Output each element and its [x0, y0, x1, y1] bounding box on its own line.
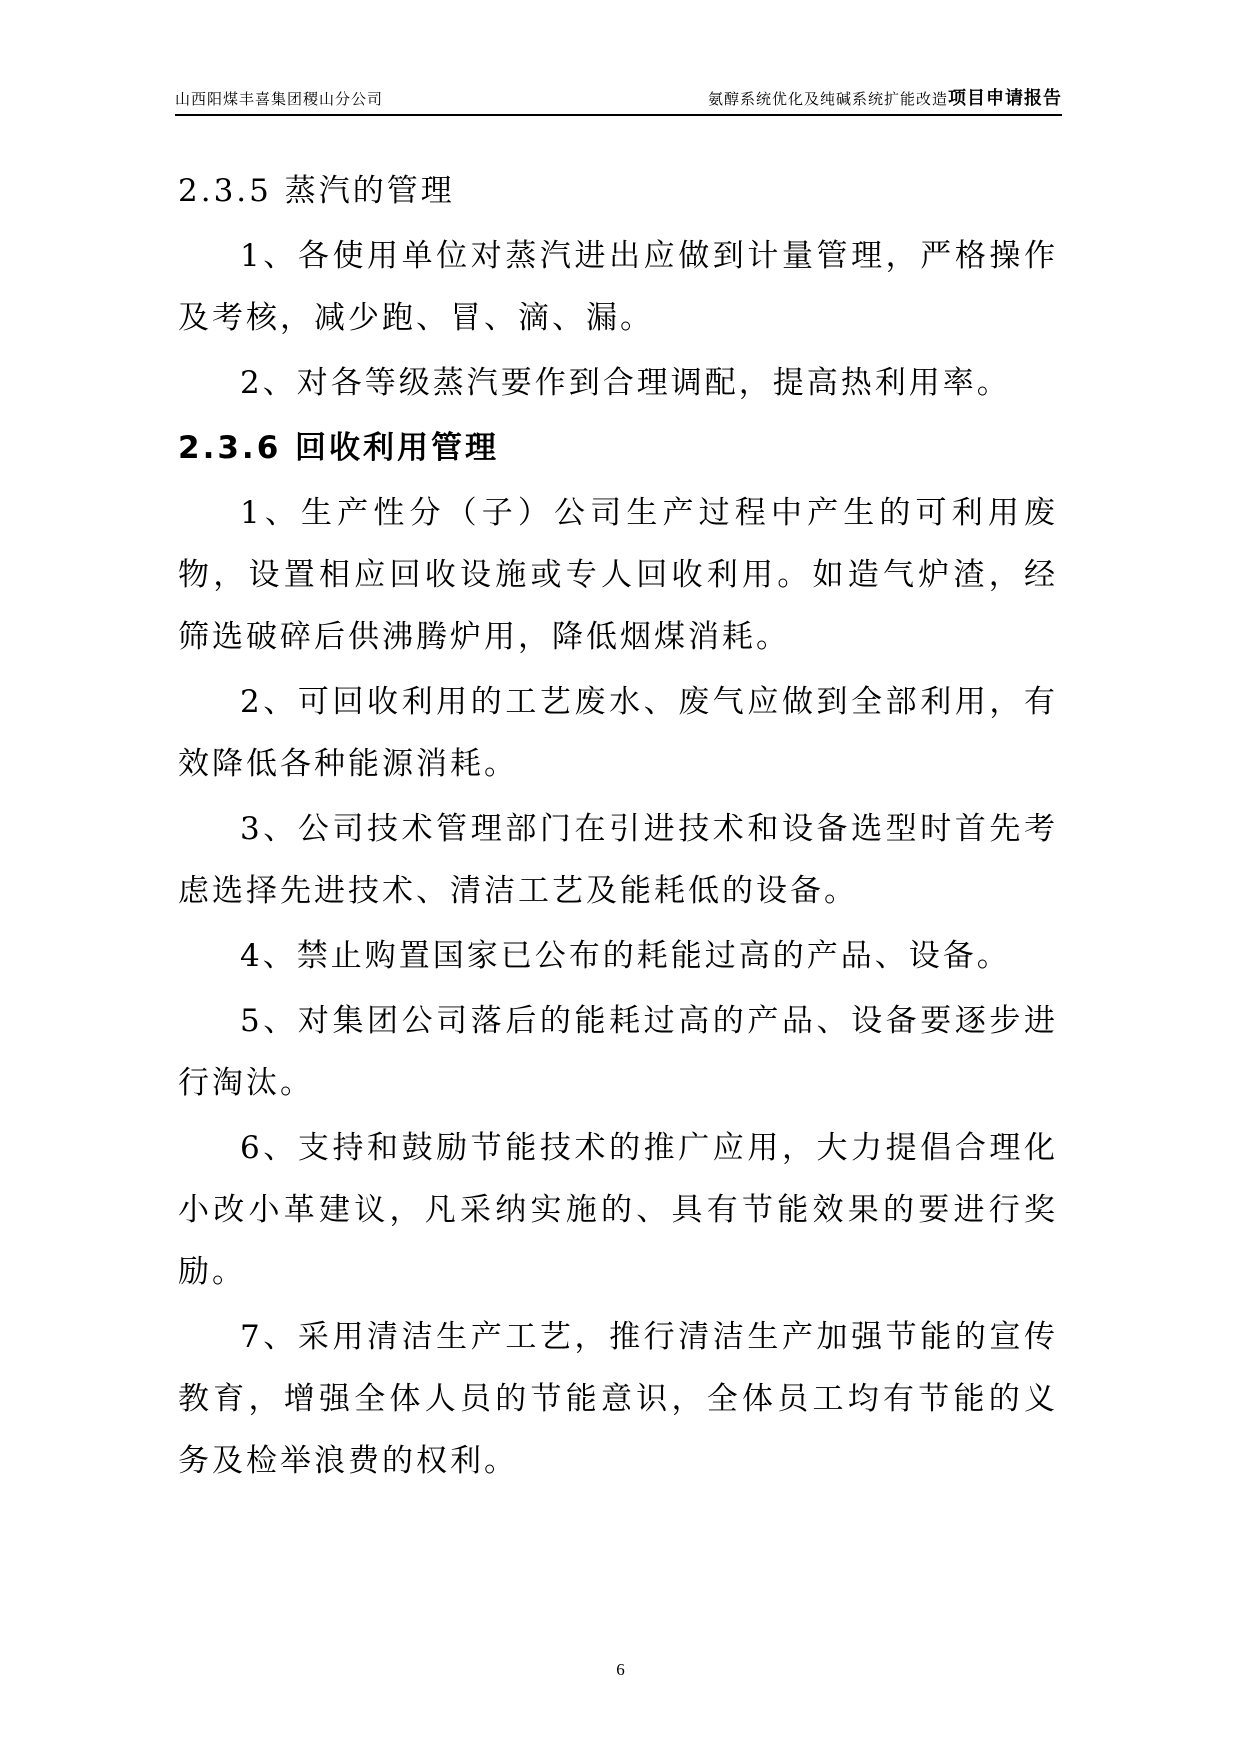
- page-header: [175, 86, 1062, 112]
- paragraph: 2、可回收利用的工艺废水、废气应做到全部利用，有效降低各种能源消耗。: [178, 684, 1058, 782]
- paragraph: 1、生产性分（子）公司生产过程中产生的可利用废物，设置相应回收设施或专人回收利用。如造气炉渣，经筛选破碎后供沸腾炉用，降低烟煤消耗。: [178, 495, 1058, 655]
- page-body: [178, 160, 1058, 1492]
- section-heading-2-3-6: 2.3.6 回收利用管理: [178, 430, 500, 466]
- paragraph: 2、对各等级蒸汽要作到合理调配，提高热利用率。: [240, 365, 1011, 401]
- header-project-name: 氨醇系统优化及纯碱系统扩能改造: [707, 90, 948, 108]
- header-report-title: [708, 86, 1062, 112]
- header-company: 山西阳煤丰喜集团稷山分公司: [175, 90, 384, 108]
- paragraph: 6、支持和鼓励节能技术的推广应用，大力提倡合理化小改小革建议，凡采纳实施的、具有节能效果的要进行奖励。: [178, 1130, 1058, 1290]
- paragraph: 7、采用清洁生产工艺，推行清洁生产加强节能的宣传教育，增强全体人员的节能意识，全体员工均有节能的义务及检举浪费的权利。: [178, 1319, 1058, 1479]
- paragraph: 4、禁止购置国家已公布的耗能过高的产品、设备。: [240, 938, 1011, 974]
- section-heading-2-3-5: 2.3.5 蒸汽的管理: [178, 173, 455, 209]
- header-report-type: 项目申请报告: [948, 88, 1062, 109]
- page-number: 6: [616, 1660, 625, 1679]
- paragraph: 5、对集团公司落后的能耗过高的产品、设备要逐步进行淘汰。: [178, 1003, 1058, 1101]
- paragraph: 1、各使用单位对蒸汽进出应做到计量管理，严格操作及考核，减少跑、冒、滴、漏。: [178, 238, 1058, 336]
- paragraph: 3、公司技术管理部门在引进技术和设备选型时首先考虑选择先进技术、清洁工艺及能耗低的设备。: [178, 811, 1058, 909]
- header-divider: [175, 114, 1062, 116]
